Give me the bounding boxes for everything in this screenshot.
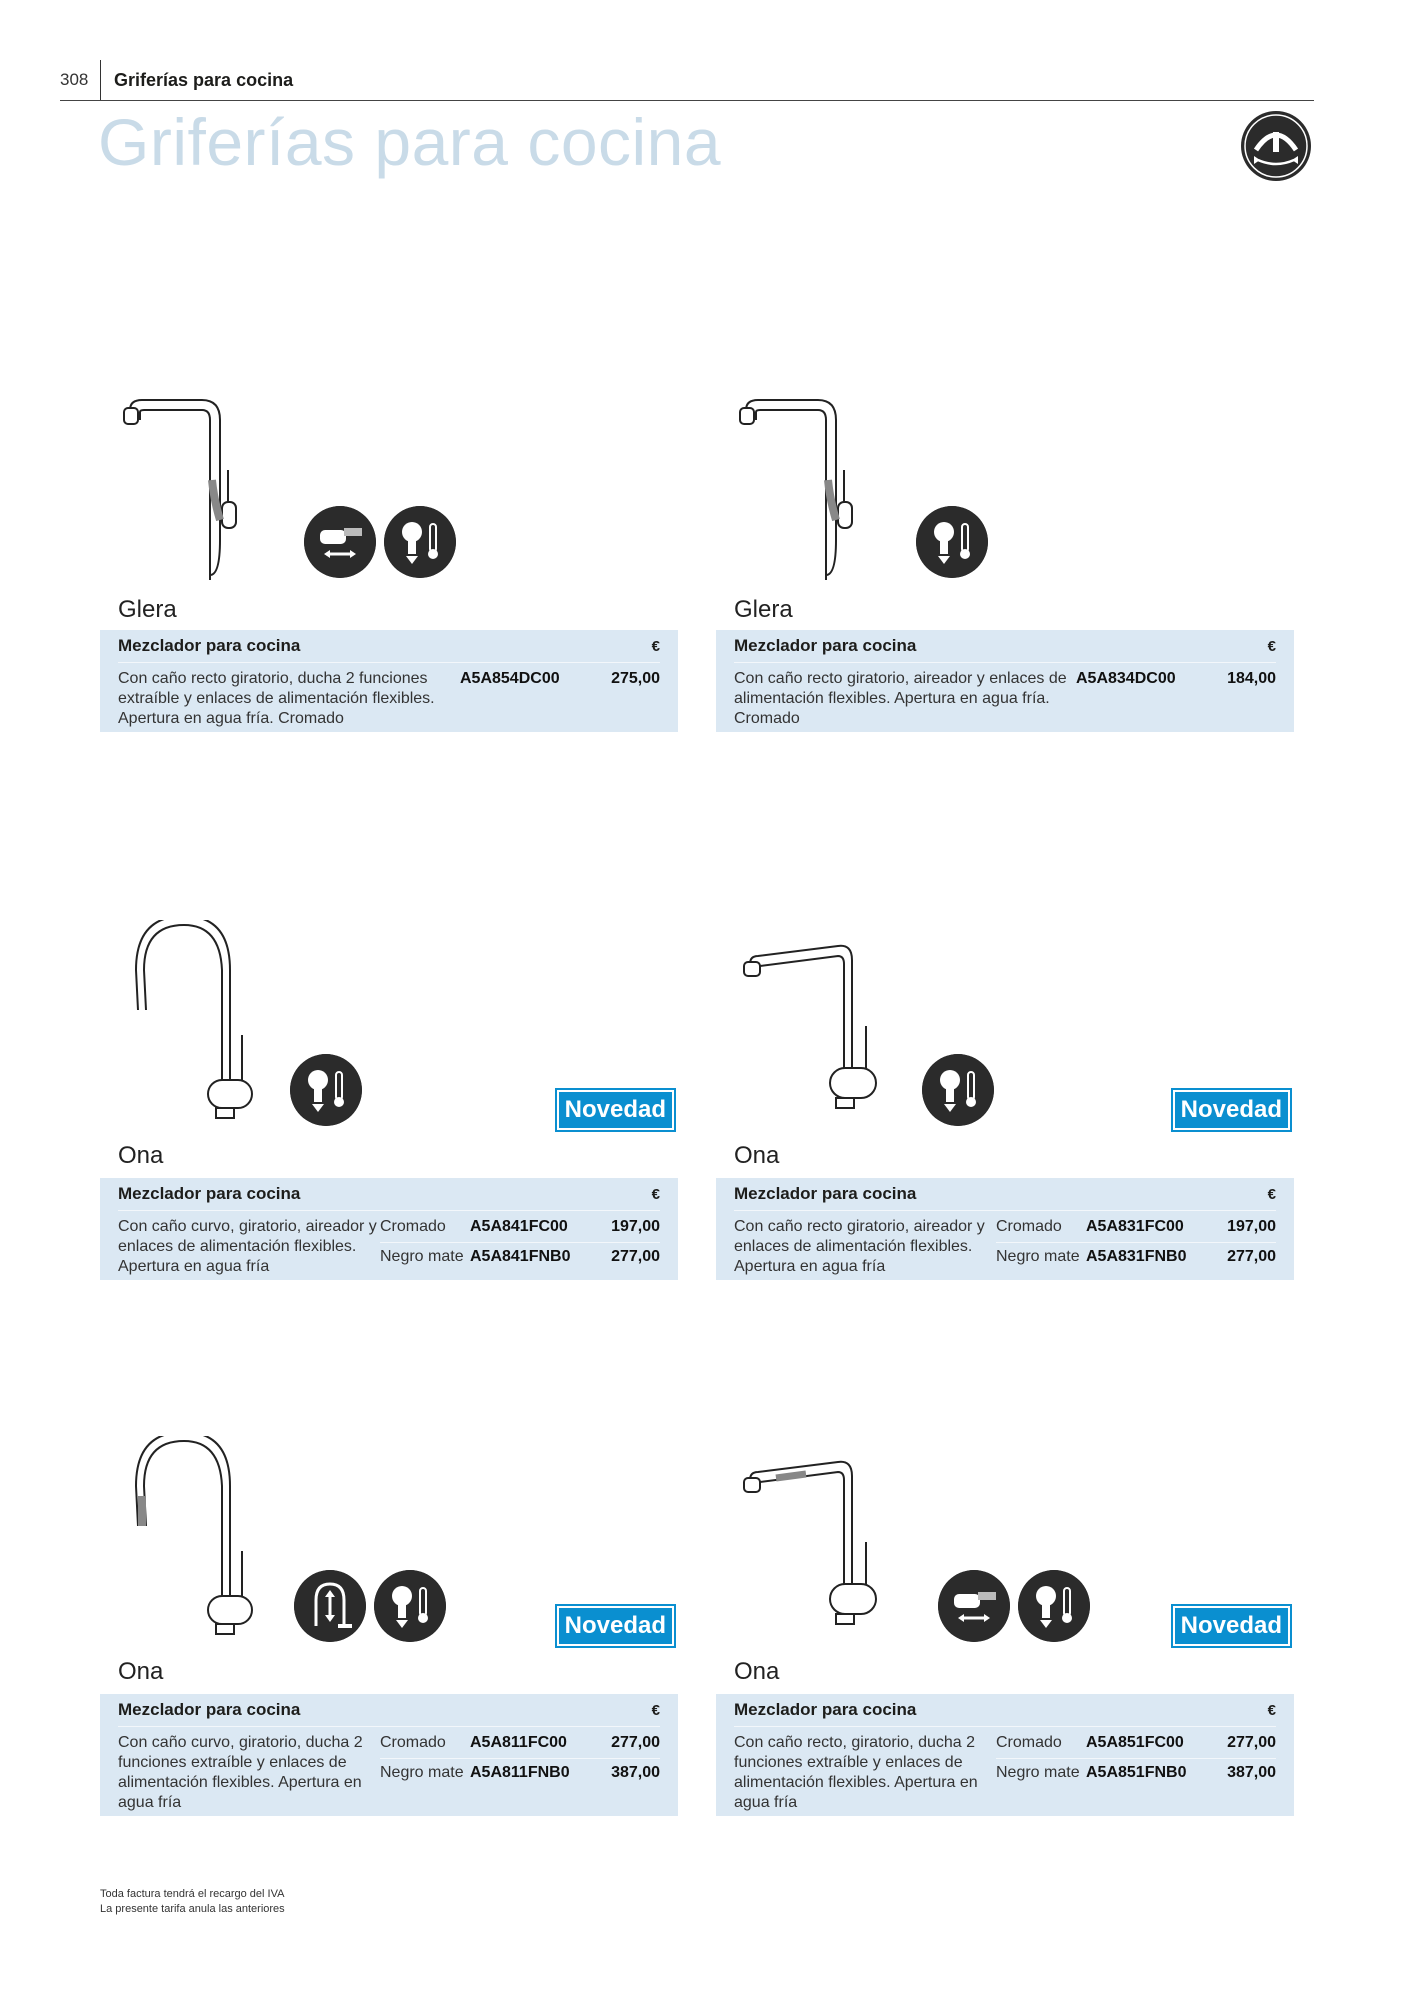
product-price: 277,00 xyxy=(1227,1734,1276,1751)
variant-row xyxy=(996,1217,1276,1243)
page-title: Griferías para cocina xyxy=(98,105,722,179)
header-divider xyxy=(100,60,101,100)
product-description: Con caño recto giratorio, ducha 2 funciones extraíble y enlaces de alimentación flexibles. Apertura en agua fría. Cromado xyxy=(118,670,435,727)
currency-label: € xyxy=(1267,1701,1276,1719)
product-price: 387,00 xyxy=(1227,1764,1276,1781)
product-price: 277,00 xyxy=(611,1248,660,1265)
product-price: 387,00 xyxy=(611,1764,660,1781)
variant-row xyxy=(996,1733,1276,1759)
product-ref: A5A854DC00 xyxy=(460,670,560,687)
cold-water-opening-icon xyxy=(922,1054,994,1126)
pull-down-shower-icon xyxy=(294,1570,366,1642)
variant-row xyxy=(996,1763,1276,1783)
currency-label: € xyxy=(1267,637,1276,655)
finish-label: Negro mate xyxy=(380,1764,464,1781)
faucet-image xyxy=(110,390,270,590)
cold-water-opening-icon xyxy=(374,1570,446,1642)
finish-label: Negro mate xyxy=(996,1248,1080,1265)
panel-title: Mezclador para cocina xyxy=(118,636,301,655)
product-name: Ona xyxy=(118,1658,164,1685)
product-description: Con caño recto, giratorio, ducha 2 funciones extraíble y enlaces de alimentación flexibles. Apertura en agua fría xyxy=(734,1734,978,1811)
panel-title: Mezclador para cocina xyxy=(118,1700,301,1719)
panel-title: Mezclador para cocina xyxy=(118,1184,301,1203)
product-name: Ona xyxy=(118,1142,164,1169)
product-ref: A5A831FNB0 xyxy=(1086,1248,1187,1265)
finish-label: Cromado xyxy=(380,1218,446,1235)
novedad-badge: Novedad xyxy=(555,1088,676,1132)
finish-label: Cromado xyxy=(996,1218,1062,1235)
footer-line: Toda factura tendrá el recargo del IVA xyxy=(100,1888,285,1900)
faucet-image xyxy=(110,1436,270,1636)
product-ref: A5A851FNB0 xyxy=(1086,1764,1187,1781)
header-rule xyxy=(60,100,1314,101)
product-ref: A5A841FNB0 xyxy=(470,1248,571,1265)
product-ref: A5A811FC00 xyxy=(470,1734,567,1751)
variant-row xyxy=(996,1247,1276,1267)
product-description: Con caño recto giratorio, aireador y enlaces de alimentación flexibles. Apertura en agua fría xyxy=(734,1218,985,1275)
currency-label: € xyxy=(651,1185,660,1203)
novedad-badge: Novedad xyxy=(1171,1604,1292,1648)
product-panel xyxy=(716,630,1294,732)
pull-out-shower-icon xyxy=(938,1570,1010,1642)
product-name: Glera xyxy=(734,596,793,623)
product-ref: A5A831FC00 xyxy=(1086,1218,1184,1235)
product-panel xyxy=(716,1178,1294,1280)
pull-out-shower-icon xyxy=(304,506,376,578)
cold-water-opening-icon xyxy=(290,1054,362,1126)
product-price: 197,00 xyxy=(611,1218,660,1235)
variant-row xyxy=(380,1217,660,1243)
page-number: 308 xyxy=(60,70,89,89)
novedad-badge: Novedad xyxy=(1171,1088,1292,1132)
currency-label: € xyxy=(651,1701,660,1719)
faucet-image xyxy=(726,1436,886,1636)
variant-row xyxy=(380,1247,660,1267)
section-title: Griferías para cocina xyxy=(114,70,294,90)
panel-title: Mezclador para cocina xyxy=(734,1700,917,1719)
feature-icons xyxy=(916,506,988,578)
product-name: Ona xyxy=(734,1142,780,1169)
product-panel xyxy=(100,1178,678,1280)
footer-line: La presente tarifa anula las anteriores xyxy=(100,1903,285,1915)
cold-water-opening-icon xyxy=(1018,1570,1090,1642)
novedad-badge: Novedad xyxy=(555,1604,676,1648)
product-price: 277,00 xyxy=(1227,1248,1276,1265)
feature-icons xyxy=(938,1570,1090,1642)
faucet-image xyxy=(110,920,270,1120)
footer-notes xyxy=(100,1887,285,1917)
finish-label: Negro mate xyxy=(996,1764,1080,1781)
cold-water-opening-icon xyxy=(384,506,456,578)
variant-row xyxy=(460,669,660,689)
faucet-image xyxy=(726,920,886,1120)
product-panel xyxy=(100,1694,678,1816)
finish-label: Cromado xyxy=(380,1734,446,1751)
finish-label: Negro mate xyxy=(380,1248,464,1265)
product-ref: A5A834DC00 xyxy=(1076,670,1176,687)
currency-label: € xyxy=(1267,1185,1276,1203)
product-ref: A5A841FC00 xyxy=(470,1218,568,1235)
product-price: 197,00 xyxy=(1227,1218,1276,1235)
feature-icons xyxy=(294,1570,446,1642)
product-price: 277,00 xyxy=(611,1734,660,1751)
product-panel xyxy=(100,630,678,732)
variant-row xyxy=(380,1763,660,1783)
finish-label: Cromado xyxy=(996,1734,1062,1751)
swivel-spout-icon xyxy=(1240,110,1312,182)
feature-icons xyxy=(290,1054,362,1126)
product-name: Ona xyxy=(734,1658,780,1685)
product-name: Glera xyxy=(118,596,177,623)
panel-title: Mezclador para cocina xyxy=(734,636,917,655)
feature-icons xyxy=(304,506,456,578)
cold-water-opening-icon xyxy=(916,506,988,578)
product-price: 275,00 xyxy=(611,670,660,687)
product-description: Con caño curvo, giratorio, aireador y enlaces de alimentación flexibles. Apertura en agua fría xyxy=(118,1218,377,1275)
product-description: Con caño recto giratorio, aireador y enlaces de alimentación flexibles. Apertura en agua fría. Cromado xyxy=(734,670,1067,727)
product-panel xyxy=(716,1694,1294,1816)
faucet-image xyxy=(726,390,886,590)
panel-title: Mezclador para cocina xyxy=(734,1184,917,1203)
product-price: 184,00 xyxy=(1227,670,1276,687)
feature-icons xyxy=(922,1054,994,1126)
variant-row xyxy=(1076,669,1276,689)
variant-row xyxy=(380,1733,660,1759)
product-description: Con caño curvo, giratorio, ducha 2 funciones extraíble y enlaces de alimentación flexibles. Apertura en agua fría xyxy=(118,1734,363,1811)
product-ref: A5A811FNB0 xyxy=(470,1764,570,1781)
currency-label: € xyxy=(651,637,660,655)
product-ref: A5A851FC00 xyxy=(1086,1734,1184,1751)
